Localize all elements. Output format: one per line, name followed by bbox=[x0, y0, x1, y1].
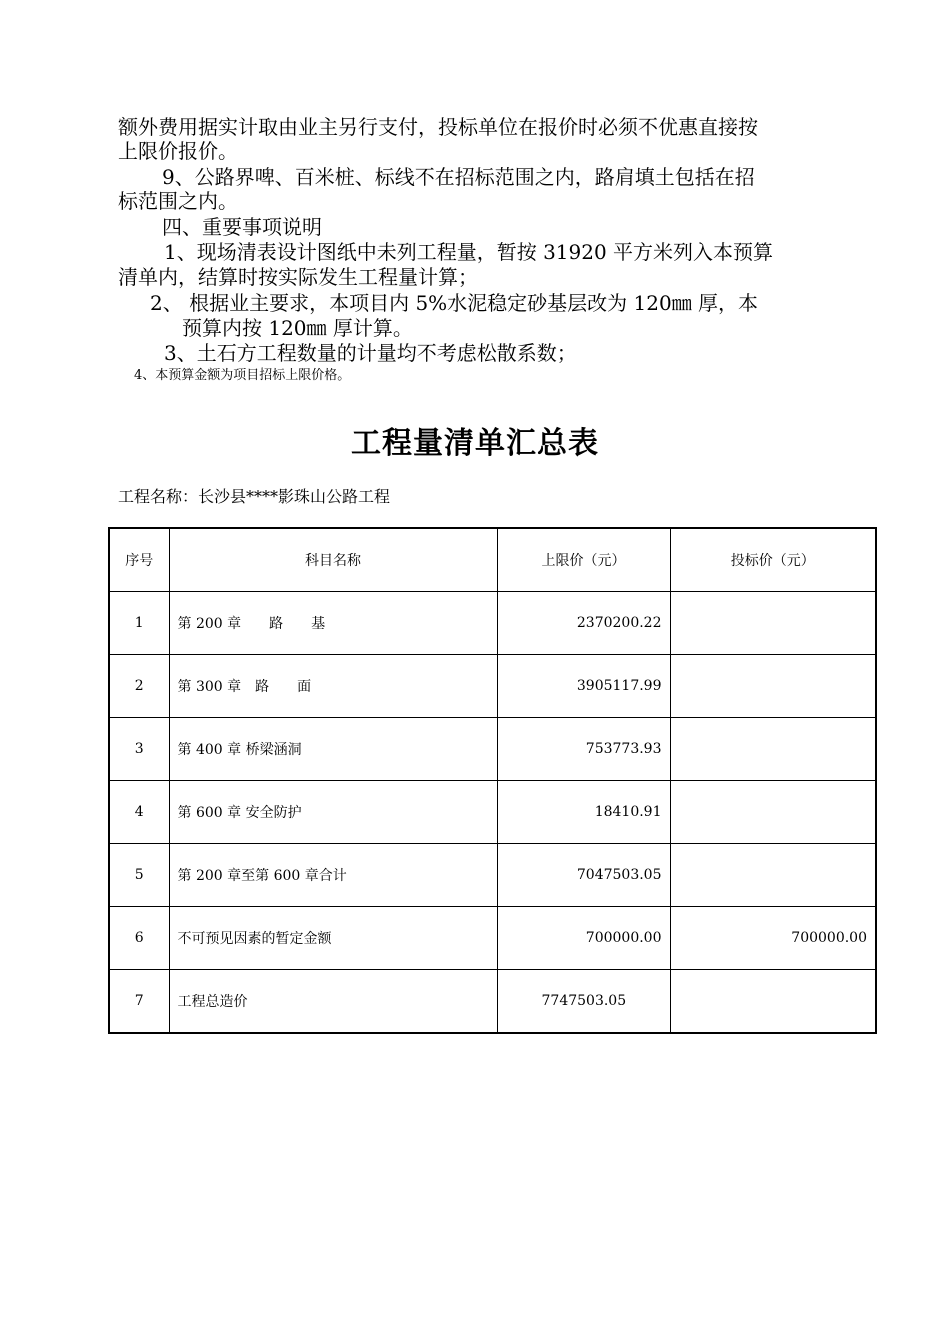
row-limit-price: 7747503.05 bbox=[497, 970, 670, 1034]
table-row bbox=[109, 655, 876, 718]
header-index: 序号 bbox=[109, 528, 169, 592]
row-index: 4 bbox=[109, 781, 169, 844]
row-item-name: 工程总造价 bbox=[169, 970, 497, 1034]
row-limit-price: 2370200.22 bbox=[497, 592, 670, 655]
document-title: 工程量清单汇总表 bbox=[351, 426, 599, 461]
row-limit-price: 7047503.05 bbox=[497, 844, 670, 907]
row-limit-price: 753773.93 bbox=[497, 718, 670, 781]
table-row bbox=[109, 844, 876, 907]
section-heading: 四、重要事项说明 bbox=[162, 215, 322, 239]
row-bid-price bbox=[670, 718, 876, 781]
note-line: 4、本预算金额为项目招标上限价格。 bbox=[134, 368, 351, 383]
row-index: 5 bbox=[109, 844, 169, 907]
row-item-name: 第 200 章 路 基 bbox=[169, 592, 497, 655]
row-index: 7 bbox=[109, 970, 169, 1034]
paragraph-line: 上限价报价。 bbox=[118, 139, 238, 163]
row-item-name: 不可预见因素的暂定金额 bbox=[169, 907, 497, 970]
paragraph-line: 标范围之内。 bbox=[118, 189, 238, 213]
header-item-name: 科目名称 bbox=[169, 528, 497, 592]
row-index: 3 bbox=[109, 718, 169, 781]
row-bid-price bbox=[670, 592, 876, 655]
paragraph-line: 额外费用据实计取由业主另行支付，投标单位在报价时必须不优惠直接按 bbox=[118, 115, 758, 139]
row-item-name: 第 200 章至第 600 章合计 bbox=[169, 844, 497, 907]
row-item-name: 第 400 章 桥梁涵洞 bbox=[169, 718, 497, 781]
row-limit-price: 3905117.99 bbox=[497, 655, 670, 718]
row-limit-price: 700000.00 bbox=[497, 907, 670, 970]
row-bid-price: 700000.00 bbox=[670, 907, 876, 970]
paragraph-line: 清单内，结算时按实际发生工程量计算； bbox=[118, 265, 478, 289]
summary-table bbox=[108, 527, 877, 1034]
table-header-row bbox=[109, 528, 876, 592]
paragraph-line: 3、土石方工程数量的计量均不考虑松散系数； bbox=[164, 341, 577, 365]
row-bid-price bbox=[670, 655, 876, 718]
row-index: 1 bbox=[109, 592, 169, 655]
table-row bbox=[109, 592, 876, 655]
row-index: 2 bbox=[109, 655, 169, 718]
row-limit-price: 18410.91 bbox=[497, 781, 670, 844]
header-bid-price: 投标价（元） bbox=[670, 528, 876, 592]
paragraph-line: 2、 根据业主要求，本项目内 5%水泥稳定砂基层改为 120㎜ 厚，本 bbox=[150, 291, 759, 315]
row-bid-price bbox=[670, 970, 876, 1034]
paragraph-line: 预算内按 120㎜ 厚计算。 bbox=[182, 316, 413, 340]
table-row bbox=[109, 781, 876, 844]
table-row bbox=[109, 970, 876, 1034]
row-index: 6 bbox=[109, 907, 169, 970]
paragraph-line: 9、公路界啤、百米桩、标线不在招标范围之内，路肩填土包括在招 bbox=[162, 165, 755, 189]
table-row bbox=[109, 907, 876, 970]
table-row bbox=[109, 718, 876, 781]
header-limit-price: 上限价（元） bbox=[497, 528, 670, 592]
row-bid-price bbox=[670, 844, 876, 907]
row-bid-price bbox=[670, 781, 876, 844]
row-item-name: 第 600 章 安全防护 bbox=[169, 781, 497, 844]
row-item-name: 第 300 章 路 面 bbox=[169, 655, 497, 718]
paragraph-line: 1、现场清表设计图纸中未列工程量，暂按 31920 平方米列入本预算 bbox=[164, 240, 774, 264]
project-name: 工程名称：长沙县****影珠山公路工程 bbox=[118, 487, 391, 506]
